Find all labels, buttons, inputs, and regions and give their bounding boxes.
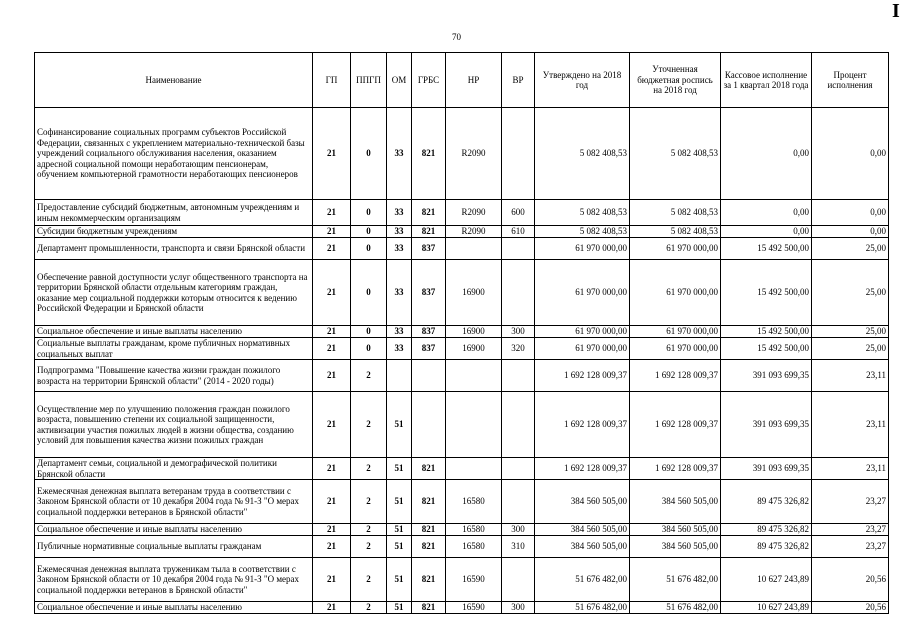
cell-cash: 391 093 699,35 bbox=[721, 392, 812, 458]
cell-vr: 300 bbox=[502, 524, 535, 536]
header-refined: Уточненная бюджетная роспись на 2018 год bbox=[630, 53, 721, 108]
cell-percent: 23,11 bbox=[812, 458, 889, 480]
header-om: ОМ bbox=[387, 53, 412, 108]
cell-grbs: 821 bbox=[412, 524, 446, 536]
table-header-row bbox=[35, 53, 889, 108]
cell-approved: 5 082 408,53 bbox=[535, 200, 630, 226]
cell-name: Публичные нормативные социальные выплаты гражданам bbox=[35, 536, 313, 558]
cell-om: 51 bbox=[387, 536, 412, 558]
cell-grbs: 821 bbox=[412, 458, 446, 480]
cell-refined: 5 082 408,53 bbox=[630, 108, 721, 200]
cell-name: Обеспечение равной доступности услуг общественного транспорта на территории Брянской области отдельным категориям граждан, оказание мер социальной поддержки которым относится к ведению Российской Федерации и Брянской области bbox=[35, 260, 313, 326]
cell-percent: 23,11 bbox=[812, 392, 889, 458]
cell-gp: 21 bbox=[313, 602, 351, 614]
cell-grbs: 821 bbox=[412, 602, 446, 614]
table-row bbox=[35, 338, 889, 360]
cell-cash: 15 492 500,00 bbox=[721, 260, 812, 326]
cell-np: R2090 bbox=[446, 108, 502, 200]
cell-name: Предоставление субсидий бюджетным, автономным учреждениям и иным некоммерческим организациям bbox=[35, 200, 313, 226]
cell-om: 33 bbox=[387, 108, 412, 200]
cell-gp: 21 bbox=[313, 392, 351, 458]
cell-np: 16900 bbox=[446, 260, 502, 326]
cell-name: Ежемесячная денежная выплата ветеранам труда в соответствии с Законом Брянской области от 10 декабря 2004 года № 91-З "О мерах социальной поддержки ветеранов в Брянской области" bbox=[35, 480, 313, 524]
cell-approved: 61 970 000,00 bbox=[535, 238, 630, 260]
cell-gp: 21 bbox=[313, 458, 351, 480]
cell-refined: 61 970 000,00 bbox=[630, 326, 721, 338]
cell-cash: 15 492 500,00 bbox=[721, 326, 812, 338]
header-vr: ВР bbox=[502, 53, 535, 108]
cell-percent: 25,00 bbox=[812, 326, 889, 338]
cell-approved: 1 692 128 009,37 bbox=[535, 392, 630, 458]
cell-refined: 61 970 000,00 bbox=[630, 260, 721, 326]
cell-cash: 391 093 699,35 bbox=[721, 458, 812, 480]
cell-approved: 384 560 505,00 bbox=[535, 524, 630, 536]
cell-approved: 51 676 482,00 bbox=[535, 602, 630, 614]
cell-refined: 5 082 408,53 bbox=[630, 200, 721, 226]
cell-vr: 300 bbox=[502, 602, 535, 614]
cell-cash: 391 093 699,35 bbox=[721, 360, 812, 392]
cell-vr bbox=[502, 480, 535, 524]
cell-ppgp: 0 bbox=[351, 238, 387, 260]
cell-percent: 20,56 bbox=[812, 558, 889, 602]
cell-ppgp: 2 bbox=[351, 392, 387, 458]
cell-om: 51 bbox=[387, 458, 412, 480]
cell-percent: 20,56 bbox=[812, 602, 889, 614]
cell-om: 51 bbox=[387, 558, 412, 602]
cell-gp: 21 bbox=[313, 260, 351, 326]
cell-gp: 21 bbox=[313, 524, 351, 536]
cell-ppgp: 2 bbox=[351, 360, 387, 392]
cell-grbs bbox=[412, 360, 446, 392]
header-percent: Процент исполнения bbox=[812, 53, 889, 108]
cell-gp: 21 bbox=[313, 108, 351, 200]
cell-grbs: 821 bbox=[412, 480, 446, 524]
table-row bbox=[35, 536, 889, 558]
cell-gp: 21 bbox=[313, 326, 351, 338]
table-row bbox=[35, 226, 889, 238]
cell-percent: 23,27 bbox=[812, 524, 889, 536]
cell-om: 51 bbox=[387, 524, 412, 536]
cell-ppgp: 0 bbox=[351, 260, 387, 326]
table-row bbox=[35, 458, 889, 480]
cell-np: 16580 bbox=[446, 480, 502, 524]
cell-percent: 23,11 bbox=[812, 360, 889, 392]
cell-ppgp: 2 bbox=[351, 558, 387, 602]
cell-grbs: 837 bbox=[412, 338, 446, 360]
cell-vr bbox=[502, 392, 535, 458]
table-row bbox=[35, 108, 889, 200]
cell-np: 16590 bbox=[446, 602, 502, 614]
cell-approved: 61 970 000,00 bbox=[535, 326, 630, 338]
cell-gp: 21 bbox=[313, 480, 351, 524]
cell-grbs: 837 bbox=[412, 238, 446, 260]
cell-name: Социальное обеспечение и иные выплаты населению bbox=[35, 602, 313, 614]
cell-name: Департамент семьи, социальной и демографической политики Брянской области bbox=[35, 458, 313, 480]
table-row bbox=[35, 200, 889, 226]
cell-approved: 1 692 128 009,37 bbox=[535, 360, 630, 392]
header-ppgp: ППГП bbox=[351, 53, 387, 108]
cell-ppgp: 2 bbox=[351, 524, 387, 536]
cell-approved: 61 970 000,00 bbox=[535, 338, 630, 360]
cell-om: 51 bbox=[387, 602, 412, 614]
cell-refined: 51 676 482,00 bbox=[630, 558, 721, 602]
cell-ppgp: 2 bbox=[351, 536, 387, 558]
cell-np: R2090 bbox=[446, 226, 502, 238]
cell-ppgp: 0 bbox=[351, 226, 387, 238]
header-grbs: ГРБС bbox=[412, 53, 446, 108]
cell-vr: 310 bbox=[502, 536, 535, 558]
cell-grbs: 837 bbox=[412, 260, 446, 326]
cell-cash: 0,00 bbox=[721, 108, 812, 200]
cell-np: 16580 bbox=[446, 524, 502, 536]
cell-gp: 21 bbox=[313, 360, 351, 392]
cell-cash: 89 475 326,82 bbox=[721, 480, 812, 524]
cell-om: 33 bbox=[387, 200, 412, 226]
cell-percent: 0,00 bbox=[812, 226, 889, 238]
cell-om: 33 bbox=[387, 238, 412, 260]
cell-name: Софинансирование социальных программ субъектов Российской Федерации, связанных с укреплением материально-технической базы учреждений социального обслуживания населения, оказанием адресной социальной помощи неработающим пенсионерам, обучением компьютерной грамотности неработающих пенсионеров bbox=[35, 108, 313, 200]
cell-np: 16590 bbox=[446, 558, 502, 602]
cell-grbs: 821 bbox=[412, 536, 446, 558]
cell-vr: 600 bbox=[502, 200, 535, 226]
header-cash: Кассовое исполнение за 1 квартал 2018 года bbox=[721, 53, 812, 108]
cell-ppgp: 0 bbox=[351, 338, 387, 360]
cell-percent: 25,00 bbox=[812, 260, 889, 326]
cell-grbs: 837 bbox=[412, 326, 446, 338]
cell-ppgp: 2 bbox=[351, 602, 387, 614]
corner-mark: I bbox=[892, 0, 900, 22]
cell-name: Социальное обеспечение и иные выплаты населению bbox=[35, 326, 313, 338]
cell-approved: 5 082 408,53 bbox=[535, 226, 630, 238]
table-row bbox=[35, 558, 889, 602]
cell-cash: 89 475 326,82 bbox=[721, 524, 812, 536]
cell-vr: 610 bbox=[502, 226, 535, 238]
table-row bbox=[35, 392, 889, 458]
cell-np: R2090 bbox=[446, 200, 502, 226]
cell-percent: 0,00 bbox=[812, 108, 889, 200]
cell-cash: 0,00 bbox=[721, 200, 812, 226]
cell-grbs: 821 bbox=[412, 226, 446, 238]
cell-vr bbox=[502, 360, 535, 392]
cell-vr: 320 bbox=[502, 338, 535, 360]
cell-approved: 5 082 408,53 bbox=[535, 108, 630, 200]
cell-approved: 384 560 505,00 bbox=[535, 480, 630, 524]
cell-om: 33 bbox=[387, 338, 412, 360]
cell-approved: 61 970 000,00 bbox=[535, 260, 630, 326]
cell-np bbox=[446, 238, 502, 260]
cell-om: 51 bbox=[387, 480, 412, 524]
cell-gp: 21 bbox=[313, 238, 351, 260]
cell-cash: 10 627 243,89 bbox=[721, 602, 812, 614]
cell-name: Департамент промышленности, транспорта и связи Брянской области bbox=[35, 238, 313, 260]
cell-vr bbox=[502, 458, 535, 480]
cell-grbs: 821 bbox=[412, 200, 446, 226]
cell-refined: 384 560 505,00 bbox=[630, 536, 721, 558]
cell-cash: 15 492 500,00 bbox=[721, 338, 812, 360]
table-row bbox=[35, 326, 889, 338]
header-np: НР bbox=[446, 53, 502, 108]
cell-cash: 0,00 bbox=[721, 226, 812, 238]
cell-gp: 21 bbox=[313, 226, 351, 238]
cell-vr bbox=[502, 558, 535, 602]
cell-ppgp: 0 bbox=[351, 108, 387, 200]
table-body bbox=[35, 108, 889, 614]
cell-percent: 23,27 bbox=[812, 536, 889, 558]
page-number: 70 bbox=[452, 32, 461, 42]
cell-np bbox=[446, 458, 502, 480]
cell-refined: 384 560 505,00 bbox=[630, 480, 721, 524]
cell-np: 16580 bbox=[446, 536, 502, 558]
cell-gp: 21 bbox=[313, 338, 351, 360]
cell-np bbox=[446, 392, 502, 458]
cell-ppgp: 0 bbox=[351, 200, 387, 226]
cell-grbs: 821 bbox=[412, 558, 446, 602]
cell-refined: 51 676 482,00 bbox=[630, 602, 721, 614]
cell-approved: 1 692 128 009,37 bbox=[535, 458, 630, 480]
cell-approved: 384 560 505,00 bbox=[535, 536, 630, 558]
header-approved: Утверждено на 2018 год bbox=[535, 53, 630, 108]
cell-percent: 25,00 bbox=[812, 338, 889, 360]
cell-vr bbox=[502, 260, 535, 326]
cell-percent: 25,00 bbox=[812, 238, 889, 260]
cell-ppgp: 0 bbox=[351, 326, 387, 338]
cell-percent: 0,00 bbox=[812, 200, 889, 226]
cell-refined: 1 692 128 009,37 bbox=[630, 392, 721, 458]
cell-ppgp: 2 bbox=[351, 458, 387, 480]
cell-ppgp: 2 bbox=[351, 480, 387, 524]
cell-name: Подпрограмма "Повышение качества жизни граждан пожилого возраста на территории Брянской области" (2014 - 2020 годы) bbox=[35, 360, 313, 392]
cell-om: 33 bbox=[387, 326, 412, 338]
cell-refined: 1 692 128 009,37 bbox=[630, 458, 721, 480]
table-row bbox=[35, 260, 889, 326]
cell-om: 33 bbox=[387, 260, 412, 326]
cell-om: 51 bbox=[387, 392, 412, 458]
cell-vr: 300 bbox=[502, 326, 535, 338]
table-row bbox=[35, 602, 889, 614]
table-row bbox=[35, 360, 889, 392]
cell-gp: 21 bbox=[313, 536, 351, 558]
header-gp: ГП bbox=[313, 53, 351, 108]
cell-refined: 61 970 000,00 bbox=[630, 338, 721, 360]
table-row bbox=[35, 480, 889, 524]
cell-percent: 23,27 bbox=[812, 480, 889, 524]
cell-name: Социальное обеспечение и иные выплаты населению bbox=[35, 524, 313, 536]
header-name: Наименование bbox=[35, 53, 313, 108]
cell-cash: 15 492 500,00 bbox=[721, 238, 812, 260]
cell-gp: 21 bbox=[313, 558, 351, 602]
cell-name: Социальные выплаты гражданам, кроме публичных нормативных социальных выплат bbox=[35, 338, 313, 360]
cell-refined: 61 970 000,00 bbox=[630, 238, 721, 260]
cell-name: Ежемесячная денежная выплата труженикам тыла в соответствии с Законом Брянской области от 10 декабря 2004 года № 91-З "О мерах социальной поддержки ветеранов в Брянской области" bbox=[35, 558, 313, 602]
cell-vr bbox=[502, 238, 535, 260]
cell-refined: 384 560 505,00 bbox=[630, 524, 721, 536]
cell-cash: 89 475 326,82 bbox=[721, 536, 812, 558]
cell-refined: 5 082 408,53 bbox=[630, 226, 721, 238]
cell-grbs: 821 bbox=[412, 108, 446, 200]
cell-gp: 21 bbox=[313, 200, 351, 226]
cell-grbs bbox=[412, 392, 446, 458]
cell-name: Осуществление мер по улучшению положения граждан пожилого возраста, повышению степени их социальной защищенности, активизации участия пожилых людей в жизни общества, созданию условий для повышения качества жизни пожилых граждан bbox=[35, 392, 313, 458]
cell-vr bbox=[502, 108, 535, 200]
table-row bbox=[35, 238, 889, 260]
cell-om bbox=[387, 360, 412, 392]
cell-name: Субсидии бюджетным учреждениям bbox=[35, 226, 313, 238]
cell-approved: 51 676 482,00 bbox=[535, 558, 630, 602]
cell-om: 33 bbox=[387, 226, 412, 238]
cell-np: 16900 bbox=[446, 326, 502, 338]
table-row bbox=[35, 524, 889, 536]
cell-np bbox=[446, 360, 502, 392]
cell-np: 16900 bbox=[446, 338, 502, 360]
budget-execution-table bbox=[34, 52, 889, 614]
cell-cash: 10 627 243,89 bbox=[721, 558, 812, 602]
cell-refined: 1 692 128 009,37 bbox=[630, 360, 721, 392]
